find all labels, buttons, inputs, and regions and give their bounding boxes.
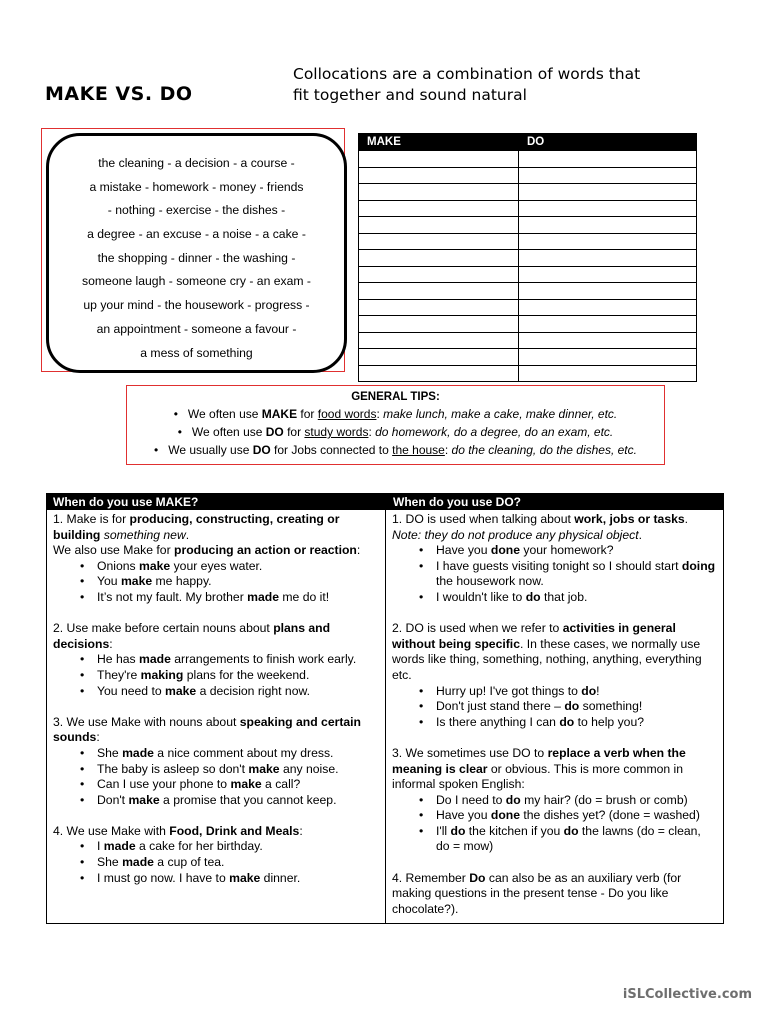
table-row bbox=[359, 282, 696, 299]
do-rule-2: 2. DO is used when we refer to activities in general without being specific. In these cases, we normally use words like thing, something, nothing, anything, everything etc. bbox=[392, 621, 702, 682]
example-item: • You make me happy. bbox=[53, 574, 379, 590]
tip-item: • We often use MAKE for food words: make lunch, make a cake, make dinner, etc. bbox=[173, 407, 618, 421]
example-item: • I'll do the kitchen if you do the lawns (do = clean, do = mow) bbox=[392, 824, 717, 855]
make-cell[interactable] bbox=[359, 234, 519, 250]
word-bank-line: an appointment - someone a favour - bbox=[96, 321, 297, 336]
example-item: • Onions make your eyes water. bbox=[53, 559, 379, 575]
subtitle-line: fit together and sound natural bbox=[293, 86, 527, 104]
make-cell[interactable] bbox=[359, 184, 519, 200]
table-row bbox=[359, 365, 696, 382]
make-cell[interactable] bbox=[359, 217, 519, 233]
site-watermark: iSLCollective.com bbox=[622, 987, 752, 1002]
make-cell[interactable] bbox=[359, 333, 519, 349]
do-rule-1: 1. DO is used when talking about work, jobs or tasks. bbox=[392, 512, 689, 526]
bullet-icon: • bbox=[173, 407, 178, 421]
example-item: • Don't just stand there – do something! bbox=[392, 699, 717, 715]
do-cell[interactable] bbox=[519, 184, 696, 200]
make-cell[interactable] bbox=[359, 300, 519, 316]
example-item: • She made a cup of tea. bbox=[53, 855, 379, 871]
table-row bbox=[359, 167, 696, 184]
worksheet-subtitle bbox=[293, 64, 693, 106]
make-uses-column bbox=[47, 510, 386, 923]
table-row bbox=[359, 183, 696, 200]
uses-table-header bbox=[47, 494, 723, 510]
do-cell[interactable] bbox=[519, 283, 696, 299]
example-item: • They're making plans for the weekend. bbox=[53, 668, 379, 684]
make-cell[interactable] bbox=[359, 201, 519, 217]
do-cell[interactable] bbox=[519, 250, 696, 266]
bullet-icon: • bbox=[177, 425, 182, 439]
example-item: • I wouldn't like to do that job. bbox=[392, 590, 717, 606]
do-cell[interactable] bbox=[519, 217, 696, 233]
general-tips-box bbox=[126, 385, 665, 465]
make-uses-header: When do you use MAKE? bbox=[53, 495, 199, 509]
table-row bbox=[359, 299, 696, 316]
word-bank-line: someone laugh - someone cry - an exam - bbox=[82, 274, 311, 289]
word-bank-line: - nothing - exercise - the dishes - bbox=[107, 203, 286, 218]
do-cell[interactable] bbox=[519, 300, 696, 316]
do-cell[interactable] bbox=[519, 333, 696, 349]
bullet-icon: • bbox=[154, 443, 159, 457]
make-cell[interactable] bbox=[359, 250, 519, 266]
do-uses-column bbox=[386, 510, 723, 923]
uses-table bbox=[46, 493, 724, 924]
sorting-table bbox=[358, 133, 697, 382]
table-row bbox=[359, 249, 696, 266]
do-rule-3: 3. We sometimes use DO to replace a verb when the meaning is clear or obvious. This is more common in informal spoken English: bbox=[392, 745, 686, 792]
do-rule-1-note: Note: they do not produce any physical object. bbox=[392, 527, 643, 542]
table-row bbox=[359, 266, 696, 283]
word-bank-line: a mess of something bbox=[140, 345, 253, 360]
worksheet-title: MAKE VS. DO bbox=[45, 83, 193, 105]
example-item: • Hurry up! I've got things to do! bbox=[392, 684, 717, 700]
make-rule-1: 1. Make is for producing, constructing, creating or building something new. bbox=[53, 512, 340, 542]
general-tips-title: GENERAL TIPS: bbox=[351, 391, 440, 403]
make-column-header: MAKE bbox=[367, 136, 401, 148]
example-item: • Can I use your phone to make a call? bbox=[53, 777, 379, 793]
example-item: • She made a nice comment about my dress. bbox=[53, 746, 379, 762]
do-cell[interactable] bbox=[519, 349, 696, 365]
table-row bbox=[359, 315, 696, 332]
example-item: • The baby is asleep so don't make any noise. bbox=[53, 762, 379, 778]
tip-item: • We often use DO for study words: do homework, do a degree, do an exam, etc. bbox=[177, 425, 614, 439]
do-cell[interactable] bbox=[519, 267, 696, 283]
table-row bbox=[359, 216, 696, 233]
make-cell[interactable] bbox=[359, 283, 519, 299]
word-bank-line: a degree - an excuse - a noise - a cake - bbox=[87, 227, 306, 242]
table-row bbox=[359, 233, 696, 250]
example-item: • Have you done the dishes yet? (done = washed) bbox=[392, 808, 717, 824]
word-bank-line: up your mind - the housework - progress - bbox=[83, 298, 310, 313]
table-row bbox=[359, 200, 696, 217]
do-cell[interactable] bbox=[519, 234, 696, 250]
do-cell[interactable] bbox=[519, 366, 696, 382]
make-cell[interactable] bbox=[359, 349, 519, 365]
word-bank bbox=[46, 133, 347, 373]
make-cell[interactable] bbox=[359, 316, 519, 332]
make-cell[interactable] bbox=[359, 151, 519, 167]
example-item: • Do I need to do my hair? (do = brush or comb) bbox=[392, 793, 717, 809]
example-item: • Have you done your homework? bbox=[392, 543, 717, 559]
make-rule-3: 3. We use Make with nouns about speaking and certain sounds: bbox=[53, 714, 362, 745]
table-row bbox=[359, 348, 696, 365]
example-item: • I must go now. I have to make dinner. bbox=[53, 871, 379, 887]
tip-item: • We usually use DO for Jobs connected to the house: do the cleaning, do the dishes, etc. bbox=[154, 443, 637, 457]
make-rule-1b: We also use Make for producing an action or reaction: bbox=[53, 543, 361, 558]
do-column-header: DO bbox=[527, 136, 545, 148]
make-cell[interactable] bbox=[359, 267, 519, 283]
make-cell[interactable] bbox=[359, 366, 519, 382]
example-item: • Is there anything I can do to help you? bbox=[392, 715, 717, 731]
example-item: • I made a cake for her birthday. bbox=[53, 839, 379, 855]
do-rule-4: 4. Remember Do can also be as an auxiliary verb (for making questions in the present tense - Do you like chocolate?). bbox=[392, 870, 682, 916]
example-item: • It’s not my fault. My brother made me do it! bbox=[53, 590, 379, 606]
make-rule-4: 4. We use Make with Food, Drink and Meals: bbox=[53, 823, 303, 838]
example-item: • You need to make a decision right now. bbox=[53, 684, 379, 700]
word-bank-line: a mistake - homework - money - friends bbox=[89, 179, 304, 194]
example-item: • He has made arrangements to finish work early. bbox=[53, 652, 379, 668]
make-cell[interactable] bbox=[359, 168, 519, 184]
do-cell[interactable] bbox=[519, 168, 696, 184]
make-rule-2: 2. Use make before certain nouns about plans and decisions: bbox=[53, 621, 331, 651]
example-item: • Don't make a promise that you cannot keep. bbox=[53, 793, 379, 809]
sorting-table-header bbox=[359, 134, 696, 150]
table-row bbox=[359, 332, 696, 349]
subtitle-line: Collocations are a combination of words that bbox=[293, 65, 641, 83]
do-cell[interactable] bbox=[519, 201, 696, 217]
do-uses-header: When do you use DO? bbox=[393, 495, 521, 509]
do-cell[interactable] bbox=[519, 151, 696, 167]
word-bank-line: the cleaning - a decision - a course - bbox=[98, 156, 295, 170]
table-row bbox=[359, 150, 696, 167]
word-bank-line: the shopping - dinner - the washing - bbox=[97, 250, 296, 265]
do-cell[interactable] bbox=[519, 316, 696, 332]
example-item: • I have guests visiting tonight so I should start doing the housework now. bbox=[392, 559, 717, 590]
